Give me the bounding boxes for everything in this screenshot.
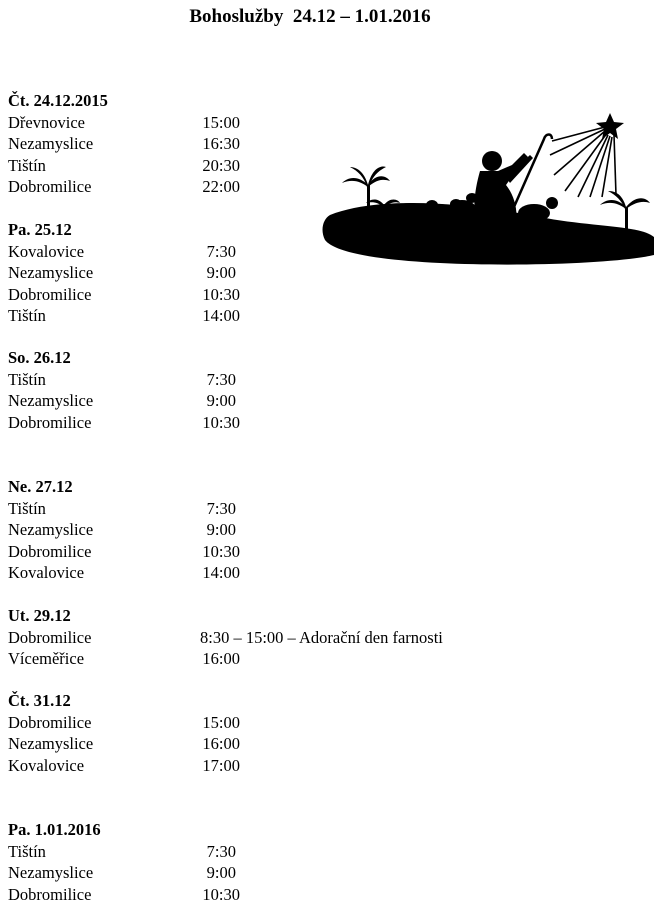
service-time: 16:30	[202, 134, 240, 153]
service-row	[8, 369, 628, 391]
service-row	[8, 112, 628, 134]
service-row	[8, 627, 628, 649]
service-place: Nezamyslice	[8, 391, 94, 410]
service-row	[8, 262, 628, 284]
day-block	[8, 690, 628, 776]
service-place: Dobromilice	[8, 627, 92, 647]
service-time: 14:00	[202, 306, 240, 325]
day-heading: Pa. 25.12	[8, 220, 72, 239]
service-place: Tištín	[8, 841, 46, 861]
service-row	[8, 390, 628, 412]
service-place: Nezamyslice	[8, 863, 94, 882]
day-heading: Čt. 31.12	[8, 691, 71, 710]
service-row	[8, 176, 628, 198]
service-place: Kovalovice	[8, 755, 85, 775]
service-row	[8, 841, 628, 863]
service-place: Víceměřice	[8, 649, 85, 668]
service-time: 17:00	[202, 755, 240, 775]
service-time: 9:00	[206, 520, 236, 539]
service-row	[8, 562, 628, 584]
service-time: 7:30	[206, 241, 236, 261]
page-title: Bohoslužby 24.12 – 1.01.2016	[189, 6, 431, 27]
service-time: 10:30	[202, 412, 240, 432]
service-time: 16:00	[202, 649, 240, 668]
service-row	[8, 155, 628, 177]
day-block	[8, 347, 628, 433]
day-block	[8, 605, 628, 670]
day-block	[8, 476, 628, 584]
service-time: 10:30	[202, 884, 240, 904]
service-time: 7:30	[206, 498, 236, 518]
day-heading: So. 26.12	[8, 348, 71, 367]
service-place: Nezamyslice	[8, 263, 94, 282]
service-place: Tištín	[8, 306, 46, 325]
service-time: 9:00	[206, 391, 236, 410]
service-row	[8, 305, 628, 327]
day-heading: Čt. 24.12.2015	[8, 91, 108, 110]
day-heading: Pa. 1.01.2016	[8, 820, 101, 839]
service-place: Tištín	[8, 369, 46, 389]
service-time: 14:00	[202, 563, 240, 582]
service-place: Dřevnovice	[8, 112, 85, 132]
service-time: 16:00	[202, 734, 240, 753]
service-place: Nezamyslice	[8, 520, 94, 539]
service-place: Dobromilice	[8, 541, 92, 561]
service-row	[8, 284, 628, 306]
service-place: Dobromilice	[8, 412, 92, 432]
service-place: Tištín	[8, 155, 46, 175]
service-time: 9:00	[206, 863, 236, 882]
service-time: 7:30	[206, 369, 236, 389]
service-time: 10:30	[202, 541, 240, 561]
service-place: Dobromilice	[8, 712, 92, 732]
service-row	[8, 755, 628, 777]
service-note: 8:30 – 15:00 – Adorační den farnosti	[200, 627, 443, 647]
day-block	[8, 219, 628, 327]
day-heading: Ut. 29.12	[8, 606, 71, 625]
service-place: Dobromilice	[8, 884, 92, 904]
service-row	[8, 133, 628, 155]
day-block	[8, 819, 628, 905]
service-row	[8, 498, 628, 520]
service-row	[8, 541, 628, 563]
service-time: 10:30	[202, 284, 240, 304]
service-row	[8, 862, 628, 884]
service-time: 7:30	[206, 841, 236, 861]
service-time: 15:00	[202, 712, 240, 732]
service-place: Nezamyslice	[8, 134, 94, 153]
service-time: 22:00	[202, 177, 240, 196]
service-row	[8, 733, 628, 755]
service-time: 15:00	[202, 112, 240, 132]
service-row	[8, 519, 628, 541]
service-time: 9:00	[206, 263, 236, 282]
service-place: Tištín	[8, 498, 46, 518]
service-place: Nezamyslice	[8, 734, 94, 753]
service-row	[8, 241, 628, 263]
service-time: 20:30	[202, 155, 240, 175]
service-row	[8, 884, 628, 906]
service-place: Dobromilice	[8, 177, 92, 196]
service-row	[8, 712, 628, 734]
service-place: Kovalovice	[8, 241, 85, 261]
day-heading: Ne. 27.12	[8, 477, 73, 496]
service-place: Kovalovice	[8, 563, 85, 582]
service-row	[8, 412, 628, 434]
service-place: Dobromilice	[8, 284, 92, 304]
service-row	[8, 648, 628, 670]
day-block	[8, 90, 628, 198]
